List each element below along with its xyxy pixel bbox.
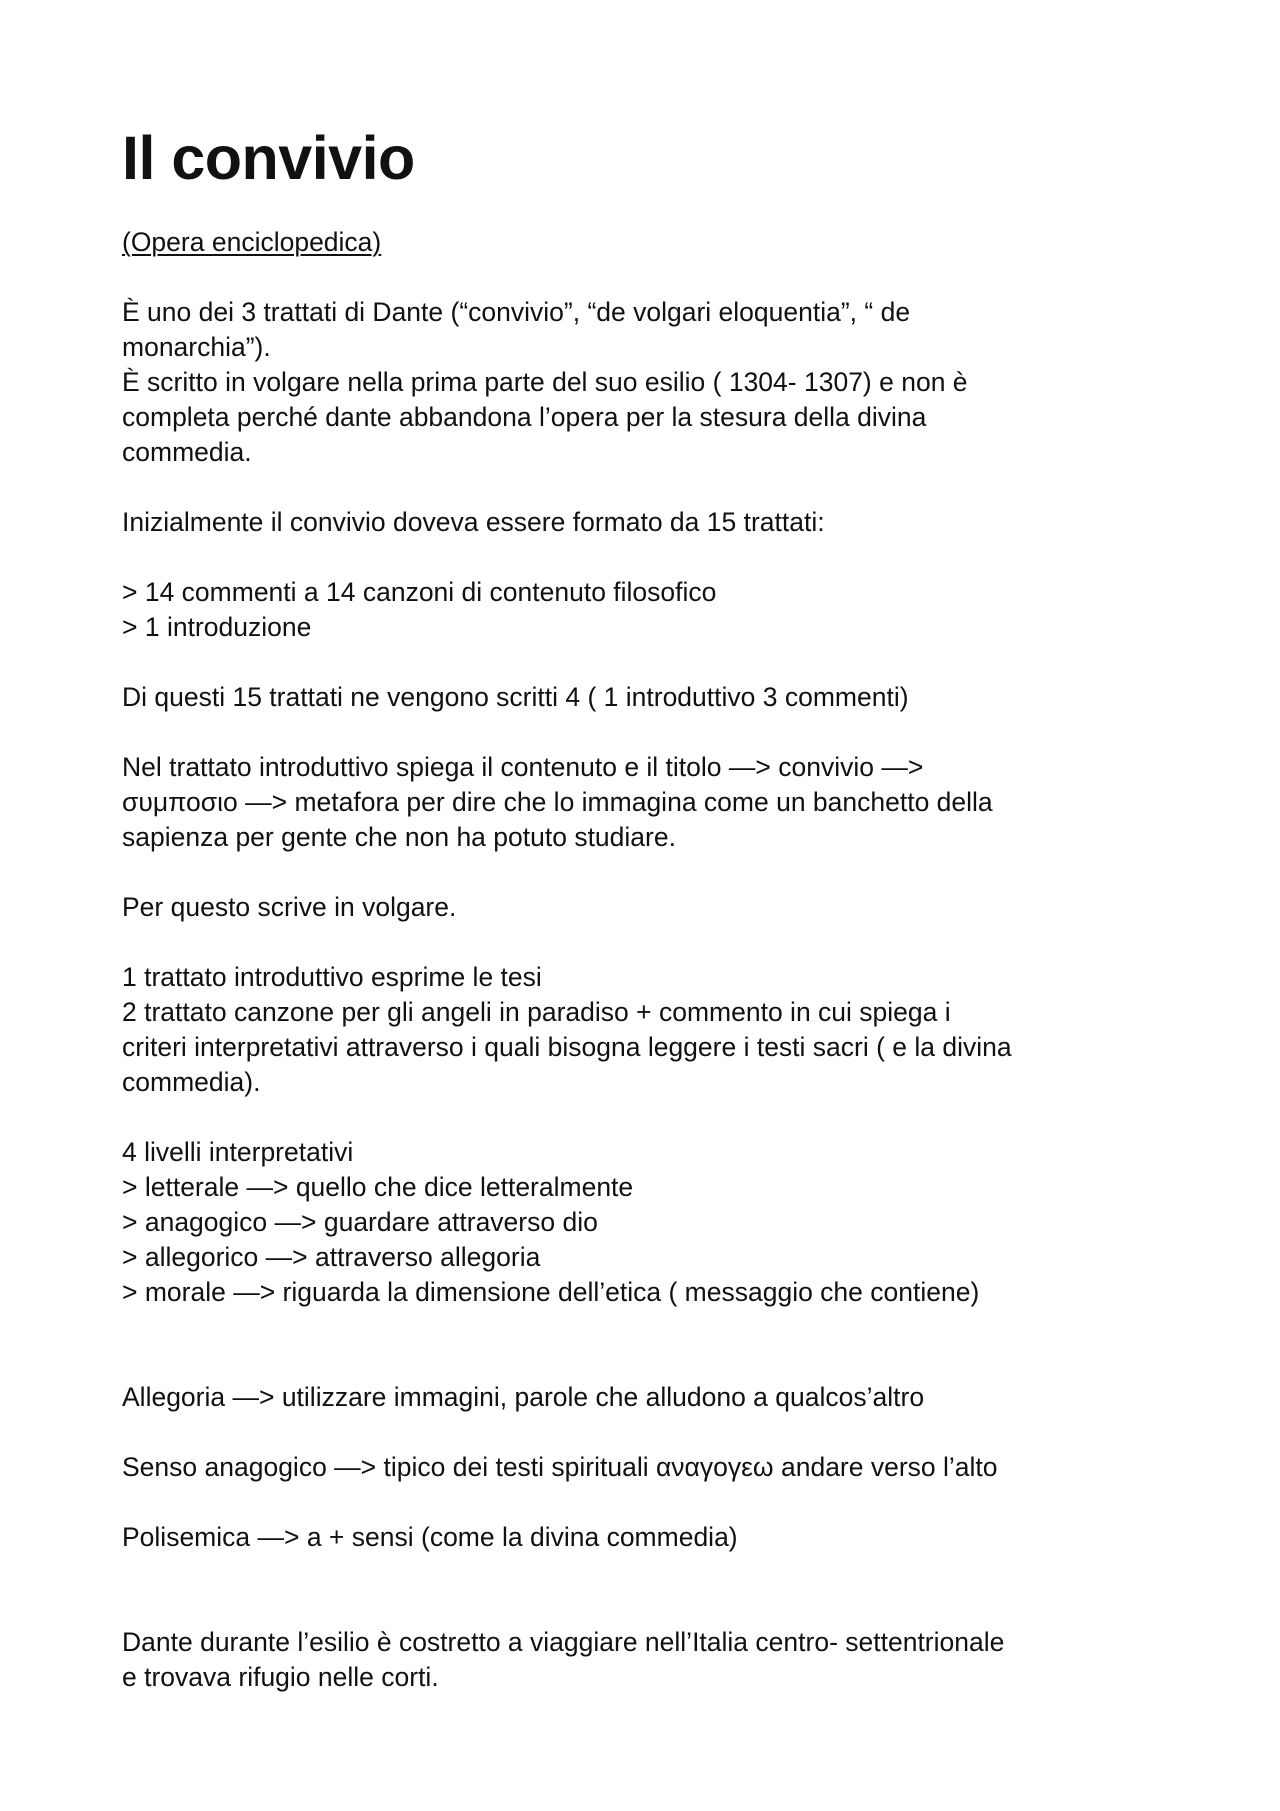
list-item: > 14 commenti a 14 canzoni di contenuto filosofico bbox=[122, 577, 717, 607]
text-line: sapienza per gente che non ha potuto studiare. bbox=[122, 822, 676, 852]
paragraph-written bbox=[122, 680, 1182, 715]
paragraph-polysemic bbox=[122, 1520, 1182, 1555]
list-item: > 1 introduzione bbox=[122, 612, 312, 642]
list-item: > letterale —> quello che dice letteralmente bbox=[122, 1172, 634, 1202]
text-line: Nel trattato introduttivo spiega il contenuto e il titolo —> convivio —> bbox=[122, 752, 924, 782]
list-item: > anagogico —> guardare attraverso dio bbox=[122, 1207, 598, 1237]
list-heading: 4 livelli interpretativi bbox=[122, 1137, 354, 1167]
paragraph-anagogic bbox=[122, 1450, 1182, 1485]
text-line: monarchia”). bbox=[122, 332, 271, 362]
paragraph-treatises bbox=[122, 960, 1182, 1100]
text-line: Inizialmente il convivio doveva essere formato da 15 trattati: bbox=[122, 507, 825, 537]
paragraph-structure bbox=[122, 505, 1182, 540]
text-line: Dante durante l’esilio è costretto a viaggiare nell’Italia centro- settentrionale bbox=[122, 1627, 1005, 1657]
page-title: Il convivio bbox=[122, 124, 415, 192]
text-line: È uno dei 3 trattati di Dante (“convivio”, “de volgari eloquentia”, “ de bbox=[122, 297, 911, 327]
paragraph-introductory-treatise bbox=[122, 750, 1182, 855]
text-line: Senso anagogico —> tipico dei testi spirituali αναγογεω andare verso l’alto bbox=[122, 1452, 998, 1482]
text-line: commedia). bbox=[122, 1067, 261, 1097]
text-line: È scritto in volgare nella prima parte del suo esilio ( 1304- 1307) e non è bbox=[122, 367, 968, 397]
text-line: συμποσιο —> metafora per dire che lo immagina come un banchetto della bbox=[122, 787, 993, 817]
text-line: Per questo scrive in volgare. bbox=[122, 892, 457, 922]
list-interpretive-levels bbox=[122, 1135, 1182, 1310]
text-line: Polisemica —> a + sensi (come la divina commedia) bbox=[122, 1522, 738, 1552]
list-item: > morale —> riguarda la dimensione dell’etica ( messaggio che contiene) bbox=[122, 1277, 980, 1307]
text-line: Di questi 15 trattati ne vengono scritti 4 ( 1 introduttivo 3 commenti) bbox=[122, 682, 909, 712]
text-line: completa perché dante abbandona l’opera per la stesura della divina bbox=[122, 402, 927, 432]
text-line: Allegoria —> utilizzare immagini, parole che alludono a qualcos’altro bbox=[122, 1382, 925, 1412]
text-line: commedia. bbox=[122, 437, 252, 467]
paragraph-intro bbox=[122, 295, 1182, 470]
paragraph-vernacular bbox=[122, 890, 1182, 925]
text-line: 2 trattato canzone per gli angeli in paradiso + commento in cui spiega i bbox=[122, 997, 951, 1027]
list-planned-treatises bbox=[122, 575, 1182, 645]
paragraph-allegory bbox=[122, 1380, 1182, 1415]
text-line: e trovava rifugio nelle corti. bbox=[122, 1662, 439, 1692]
page-subtitle: (Opera enciclopedica) bbox=[122, 227, 382, 257]
paragraph-exile bbox=[122, 1625, 1182, 1695]
text-line: 1 trattato introduttivo esprime le tesi bbox=[122, 962, 542, 992]
list-item: > allegorico —> attraverso allegoria bbox=[122, 1242, 541, 1272]
text-line: criteri interpretativi attraverso i quali bisogna leggere i testi sacri ( e la divina bbox=[122, 1032, 1012, 1062]
document-page bbox=[122, 118, 1182, 1695]
